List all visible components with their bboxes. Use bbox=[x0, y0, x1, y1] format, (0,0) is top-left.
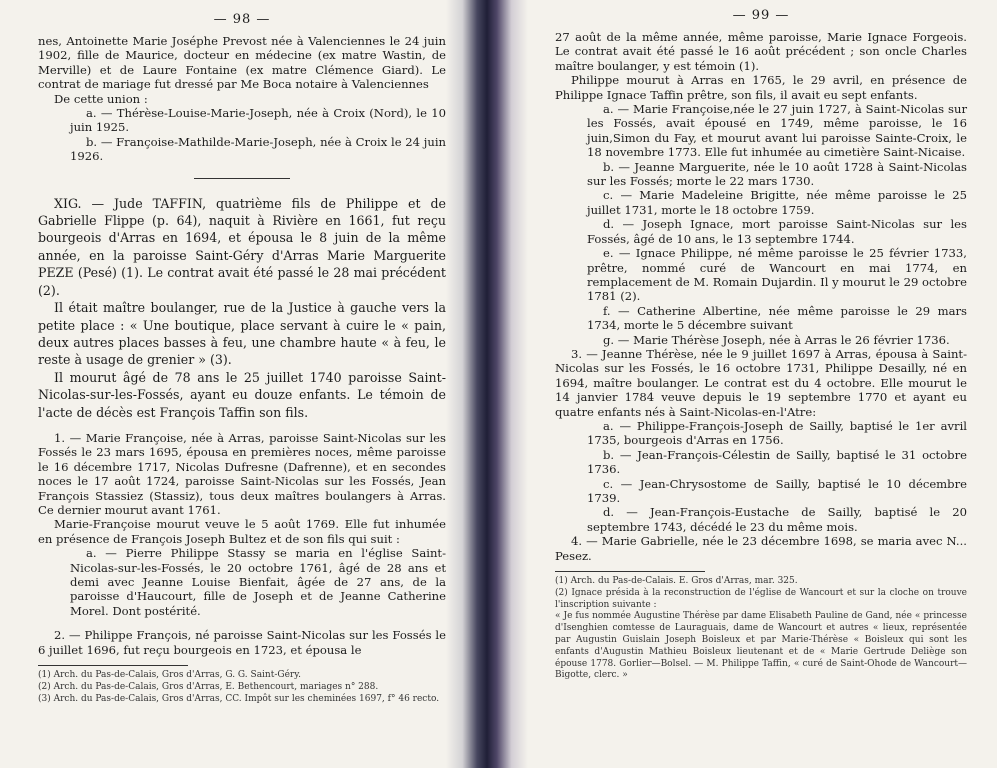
page-number: — 98 — bbox=[213, 12, 271, 27]
list-item: 3. — Jeanne Thérèse, née le 9 juillet 1697 à Arras, épousa à Saint-Nicolas sur les Fossés, le 16 octobre 1731, Philippe Desailly, né en 1694, maître boulanger. Le contrat est du 4 octobre. Elle mourut le 14 janvier 1784 veuve depuis le 19 septembre 1770 et ayant eu quatre enfants nés à Saint-Nicolas-en-l'Atre: bbox=[555, 346, 967, 419]
footnote: « Je fus nommée Augustine Thérèse par dame Elisabeth Pauline de Gand, née « princesse d'Isenghien comtesse de Lauraguais, dame de Wancourt et autres « lieux, représentée par Augustin Guislain Joseph Boisleux et par Marie-Thérèse « Boisleux qui sont les enfants d'Augustin Mathieu Boisleux lieutenant et de « Marie Gertrude Deliège son épouse 1778. Gorlier—Bolsel. — M. Philippe Taffin, « curé de Saint-Ohode de Wancourt—Bigotte, clerc. » bbox=[555, 611, 967, 681]
right-page bbox=[527, 0, 997, 768]
spacer bbox=[38, 618, 446, 628]
paragraph: nes, Antoinette Marie Joséphe Prevost née à Valenciennes le 24 juin 1902, fille de Maurice, docteur en médecine (ex matre Wastin, de Merville) et de Laure Fontaine (ex matre Clémence Giard). Le contrat de mariage fut dressé par Me Boca notaire à Valenciennes bbox=[38, 34, 446, 92]
page-number: — 99 — bbox=[732, 8, 790, 23]
list-item: d. — Jean-François-Eustache de Sailly, baptisé le 20 septembre 1743, décédé le 23 du même mois. bbox=[587, 505, 967, 534]
paragraph: 27 août de la même année, même paroisse, Marie Ignace Forgeois. Le contrat avait été passé le 16 août précédent ; son oncle Charles maître boulanger, y est témoin (1). bbox=[555, 30, 967, 73]
section-divider bbox=[194, 178, 290, 179]
paragraph: Il mourut âgé de 78 ans le 25 juillet 1740 paroisse Saint-Nicolas-sur-les-Fossés, ayant eu douze enfants. Le témoin de l'acte de décès est François Taffin son fils. bbox=[38, 369, 446, 420]
list-item: a. — Marie Françoise,née le 27 juin 1727, à Saint-Nicolas sur les Fossés, avait épousé en 1749, même paroisse, le 16 juin,Simon du Fay, et mourut avant lui paroisse Sainte-Croix, le 18 novembre 1773. Elle fut inhumée au cimetière Saint-Nicaise. bbox=[587, 102, 967, 160]
footnote-rule bbox=[555, 571, 705, 572]
list-item: e. — Ignace Philippe, né même paroisse le 25 février 1733, prêtre, nommé curé de Wancourt en mai 1774, en remplacement de M. Romain Dujardin. Il y mourut le 29 octobre 1781 (2). bbox=[587, 246, 967, 304]
footnote: (2) Arch. du Pas-de-Calais, Gros d'Arras, E. Bethencourt, mariages n° 288. bbox=[38, 681, 379, 692]
footnote: (3) Arch. du Pas-de-Calais, Gros d'Arras, CC. Impôt sur les cheminées 1697, f° 46 recto. bbox=[38, 693, 440, 704]
list-item: 4. — Marie Gabrielle, née le 23 décembre 1698, se maria avec N... Pesez. bbox=[555, 534, 967, 563]
paragraph: De cette union : bbox=[54, 91, 148, 106]
left-page bbox=[0, 0, 470, 768]
footnote: (1) Arch. du Pas-de-Calais. E. Gros d'Arras, mar. 325. bbox=[555, 576, 798, 587]
paragraph: Il était maître boulanger, rue de la Justice à gauche vers la petite place : « Une boutique, place servant à cuire le « pain, deux autres places basses à feu, une chambre haute « à feu, le reste à usage de grenier » (3). bbox=[38, 300, 446, 368]
list-item: 2. — Philippe François, né paroisse Saint-Nicolas sur les Fossés le 6 juillet 1696, fut reçu bourgeois en 1723, et épousa le bbox=[38, 628, 446, 657]
list-item: a. — Thérèse-Louise-Marie-Joseph, née à Croix (Nord), le 10 juin 1925. bbox=[70, 106, 446, 135]
paragraph: Marie-Françoise mourut veuve le 5 août 1769. Elle fut inhumée en présence de François Joseph Bultez et de son fils qui suit : bbox=[38, 517, 446, 546]
list-item: b. — Françoise-Mathilde-Marie-Joseph, née à Croix le 24 juin 1926. bbox=[70, 134, 446, 164]
list-item: c. — Marie Madeleine Brigitte, née même paroisse le 25 juillet 1731, morte le 18 octobre 1759. bbox=[587, 188, 967, 217]
list-item: g. — Marie Thérèse Joseph, née à Arras le 26 février 1736. bbox=[603, 332, 950, 347]
paragraph: Philippe mourut à Arras en 1765, le 29 avril, en présence de Philippe Ignace Taffin prêtre, son fils, il avait eu sept enfants. bbox=[555, 73, 967, 102]
spacer bbox=[38, 421, 446, 431]
list-item: c. — Jean-Chrysostome de Sailly, baptisé le 10 décembre 1739. bbox=[587, 476, 967, 505]
section-heading-paragraph: XIG. — Jude TAFFIN, quatrième fils de Philippe et de Gabrielle Flippe (p. 64), naquit à Rivière en 1661, fut reçu bourgeois d'Arras en 1694, et épousa le 8 juin de la même année, en la paroisse Saint-Géry d'Arras Marie Marguerite PEZE (Pesé) (1). Le contrat avait été passé le 28 mai précédent (2). bbox=[38, 195, 446, 298]
list-item: 1. — Marie Françoise, née à Arras, paroisse Saint-Nicolas sur les Fossés le 23 mars 1695, épousa en premières noces, même paroisse le 16 décembre 1717, Nicolas Dufresne (Dafrenne), et en secondes noces le 17 août 1724, paroisse Saint-Nicolas sur les Fossés, Jean François Stassiez (Stassiz), tous deux maîtres boulangers à Arras. Ce dernier mourut avant 1761. bbox=[38, 430, 446, 517]
list-item: a. — Philippe-François-Joseph de Sailly, baptisé le 1er avril 1735, bourgeois d'Arras en 1756. bbox=[587, 418, 967, 448]
footnote-rule bbox=[38, 665, 188, 666]
footnote: (2) Ignace présida à la reconstruction de l'église de Wancourt et sur la cloche on trouve l'inscription suivante : bbox=[555, 587, 967, 610]
list-item: b. — Jean-François-Célestin de Sailly, baptisé le 31 octobre 1736. bbox=[587, 447, 967, 477]
footnote: (1) Arch. du Pas-de-Calais, Gros d'Arras, G. G. Saint-Géry. bbox=[38, 670, 301, 681]
list-item: d. — Joseph Ignace, mort paroisse Saint-Nicolas sur les Fossés, âgé de 10 ans, le 13 septembre 1744. bbox=[587, 217, 967, 246]
list-item: b. — Jeanne Marguerite, née le 10 août 1728 à Saint-Nicolas sur les Fossés; morte le 22 mars 1730. bbox=[587, 159, 967, 189]
list-item: f. — Catherine Albertine, née même paroisse le 29 mars 1734, morte le 5 décembre suivant bbox=[587, 303, 967, 333]
list-item: a. — Pierre Philippe Stassy se maria en l'église Saint-Nicolas-sur-les-Fossés, le 20 octobre 1761, âgé de 28 ans et demi avec Jeanne Louise Bienfait, âgée de 27 ans, de la paroisse d'Haucourt, fille de Joseph et de Jeanne Catherine Morel. Dont postérité. bbox=[70, 546, 446, 618]
